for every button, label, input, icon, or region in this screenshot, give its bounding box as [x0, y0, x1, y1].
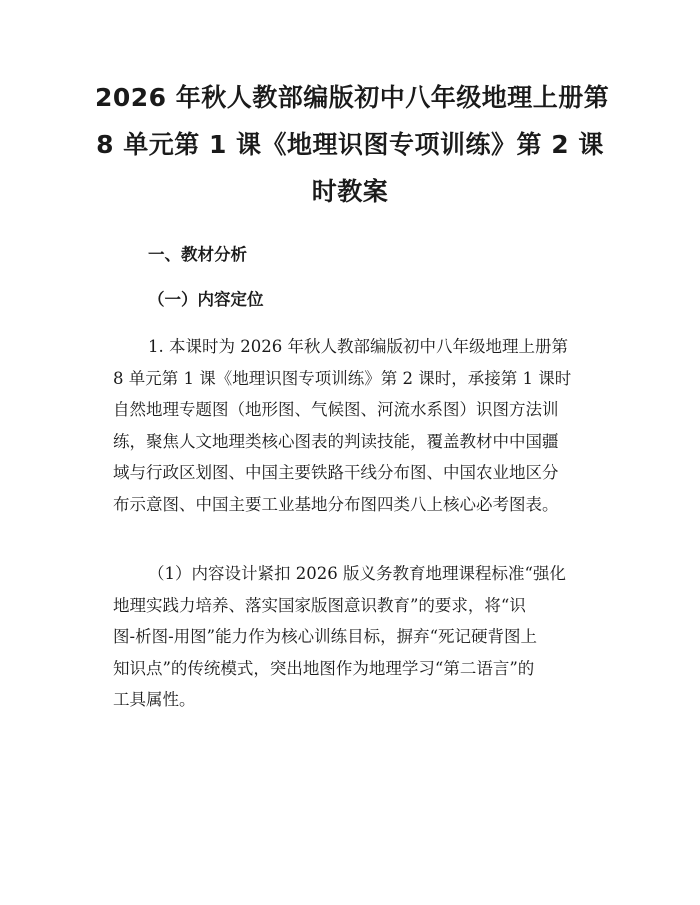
paragraph-content-positioning — [113, 331, 593, 520]
paragraph-line: 1. 本课时为 2026 年秋人教部编版初中八年级地理上册第 — [148, 337, 568, 356]
paragraph-line: 知识点”的传统模式，突出地图作为地理学习“第二语言”的 — [113, 658, 535, 678]
paragraph-line: 图-析图-用图”能力作为核心训练目标，摒弃“死记硬背图上 — [113, 627, 538, 646]
title-line: 2026 年秋人教部编版初中八年级地理上册第 — [95, 83, 610, 112]
title-line: 时教案 — [311, 177, 389, 206]
document-title — [95, 74, 610, 215]
title-line: 8 单元第 1 课《地理识图专项训练》第 2 课 — [96, 130, 604, 159]
paragraph-line: 地理实践力培养、落实国家版图意识教育”的要求，将“识 — [113, 595, 526, 615]
paragraph-line: （1）内容设计紧扣 2026 版义务教育地理课程标准“强化 — [148, 564, 566, 583]
paragraph-line: 练，聚焦人文地理类核心图表的判读技能，覆盖教材中中国疆 — [113, 431, 559, 451]
paragraph-line: 布示意图、中国主要工业基地分布图四类八上核心必考图表。 — [113, 494, 559, 514]
paragraph-line: 域与行政区划图、中国主要铁路干线分布图、中国农业地区分 — [113, 463, 559, 482]
paragraph-line: 8 单元第 1 课《地理识图专项训练》第 2 课时，承接第 1 课时 — [113, 368, 572, 388]
paragraph-line: 工具属性。 — [113, 690, 196, 709]
subsection-heading: （一）内容定位 — [148, 290, 264, 309]
paragraph-line: 自然地理专题图（地形图、气候图、河流水系图）识图方法训 — [113, 400, 559, 419]
paragraph-design-basis — [113, 558, 593, 716]
section-heading: 一、教材分析 — [148, 245, 247, 264]
